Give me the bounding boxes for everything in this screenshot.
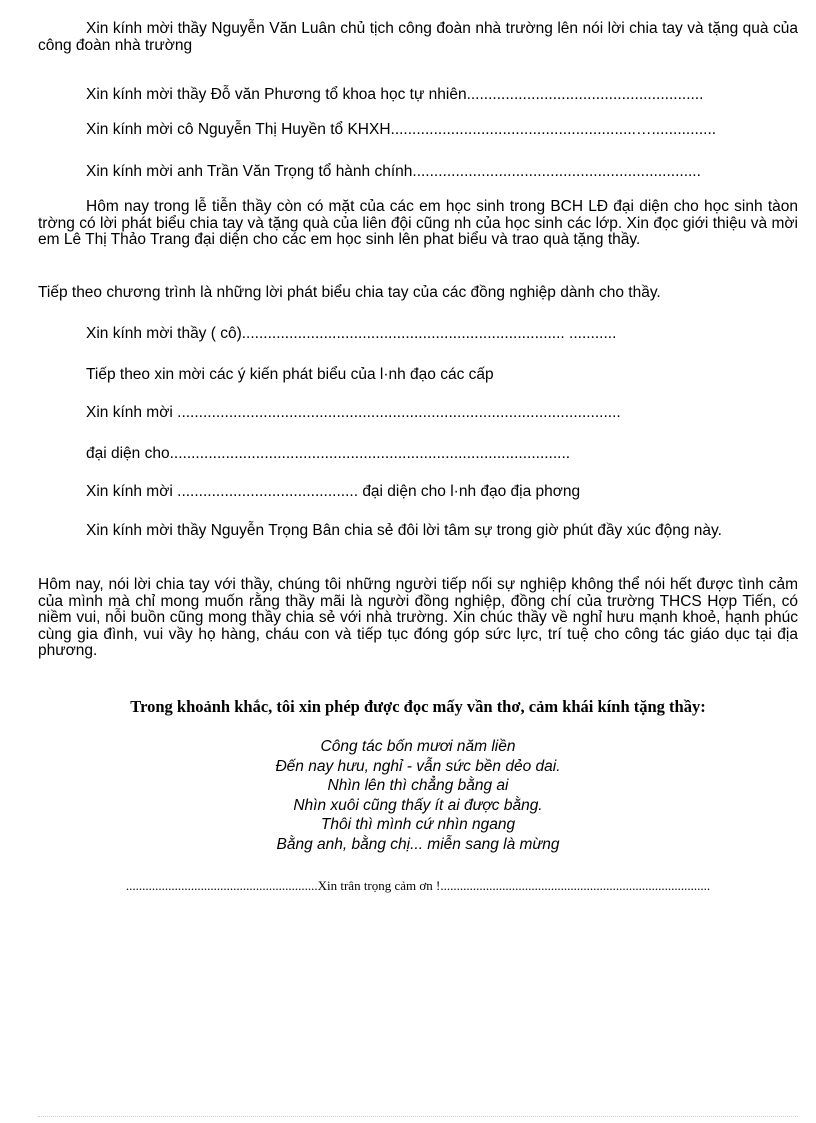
invite-ban-paragraph: Xin kính mời thầy Nguyễn Trọng Bân chia sẻ đôi lời tâm sự trong giờ phút đầy xúc động này. <box>86 522 722 539</box>
invite-phuong: Xin kính mời thầy Đỗ văn Phương tổ khoa học tự nhiên....................................................... <box>86 86 704 103</box>
poem-line: Thôi thì mình cứ nhìn ngang <box>320 816 516 834</box>
representing-line: đại diện cho............................................................................................. <box>86 445 571 462</box>
colleagues-intro: Tiếp theo chương trình là những lời phát biểu chia tay của các đồng nghiệp dành cho thầy. <box>38 284 661 301</box>
leaders-intro: Tiếp theo xin mời các ý kiến phát biểu của l·nh đạo các cấp <box>86 366 494 383</box>
poem-line: Công tác bốn mươi năm liền <box>320 738 516 755</box>
footer-divider <box>38 1116 798 1117</box>
invite-trong: Xin kính mời anh Trần Văn Trọng tổ hành chính................................................................... <box>86 163 701 180</box>
document-page <box>38 0 798 1123</box>
farewell-paragraph: Hôm nay, nói lời chia tay với thầy, chúng tôi những người tiếp nối sự nghiệp không thể nói hết được tình cảm của mình mà chỉ mong muốn rằng thầy mãi là người đồng nghiệp, đồng chí của trường THCS Hợp Tiến, có niềm vui, nỗi buồn cũng mong thầy chia sẻ với nhà trường. Xin chúc thầy về nghỉ hưu mạnh khoẻ, hạnh phúc cùng gia đình, vui vầy họ hàng, cháu con và tiếp tục đóng góp sức lực, trí tuệ cho công tác giáo dục tại địa phương. <box>38 576 798 659</box>
invite-teacher: Xin kính mời thầy ( cô)........................................................................... ........... <box>86 325 617 342</box>
poem-intro: Trong khoảnh khắc, tôi xin phép được đọc mấy vần thơ, cảm khái kính tặng thầy: <box>130 697 706 716</box>
invite-huyen: Xin kính mời cô Nguyễn Thị Huyền tổ KHXH.........................................................…............... <box>86 121 717 138</box>
poem-line: Bằng anh, bằng chị... miễn sang là mừng <box>276 835 560 853</box>
intro-paragraph: Xin kính mời thầy Nguyễn Văn Luân chủ tịch công đoàn nhà trường lên nói lời chia tay và tặng quà của công đoàn nhà trường <box>38 20 798 54</box>
poem-line: Nhìn xuôi cũng thấy ít ai được bằng. <box>293 796 543 814</box>
invite-blank: Xin kính mời ....................................................................................................... <box>86 404 621 421</box>
poem <box>38 737 798 855</box>
poem-line: Nhìn lên thì chẳng bằng ai <box>327 777 509 795</box>
invite-local-leaders: Xin kính mời .......................................... đại diện cho l·nh đạo địa phơng <box>86 483 581 500</box>
student-section-paragraph: Hôm nay trong lễ tiễn thầy còn có mặt của các em học sinh trong BCH LĐ đại diện cho học sinh tàon trờng có lời phát biểu chia tay và tặng quà của liên đội cũng nh của học sinh các lớp. Xin đọc giới thiệu và mời em Lê Thị Thảo Trang đại diện cho các em học sinh lên phat biểu và trao quà tặng thầy. <box>38 198 798 248</box>
closing-thanks: ...........................................................Xin trân trọng cảm ơn !................................................................................... <box>125 878 711 893</box>
poem-line: Đến nay hưu, nghỉ - vẫn sức bền dẻo dai. <box>275 757 561 775</box>
